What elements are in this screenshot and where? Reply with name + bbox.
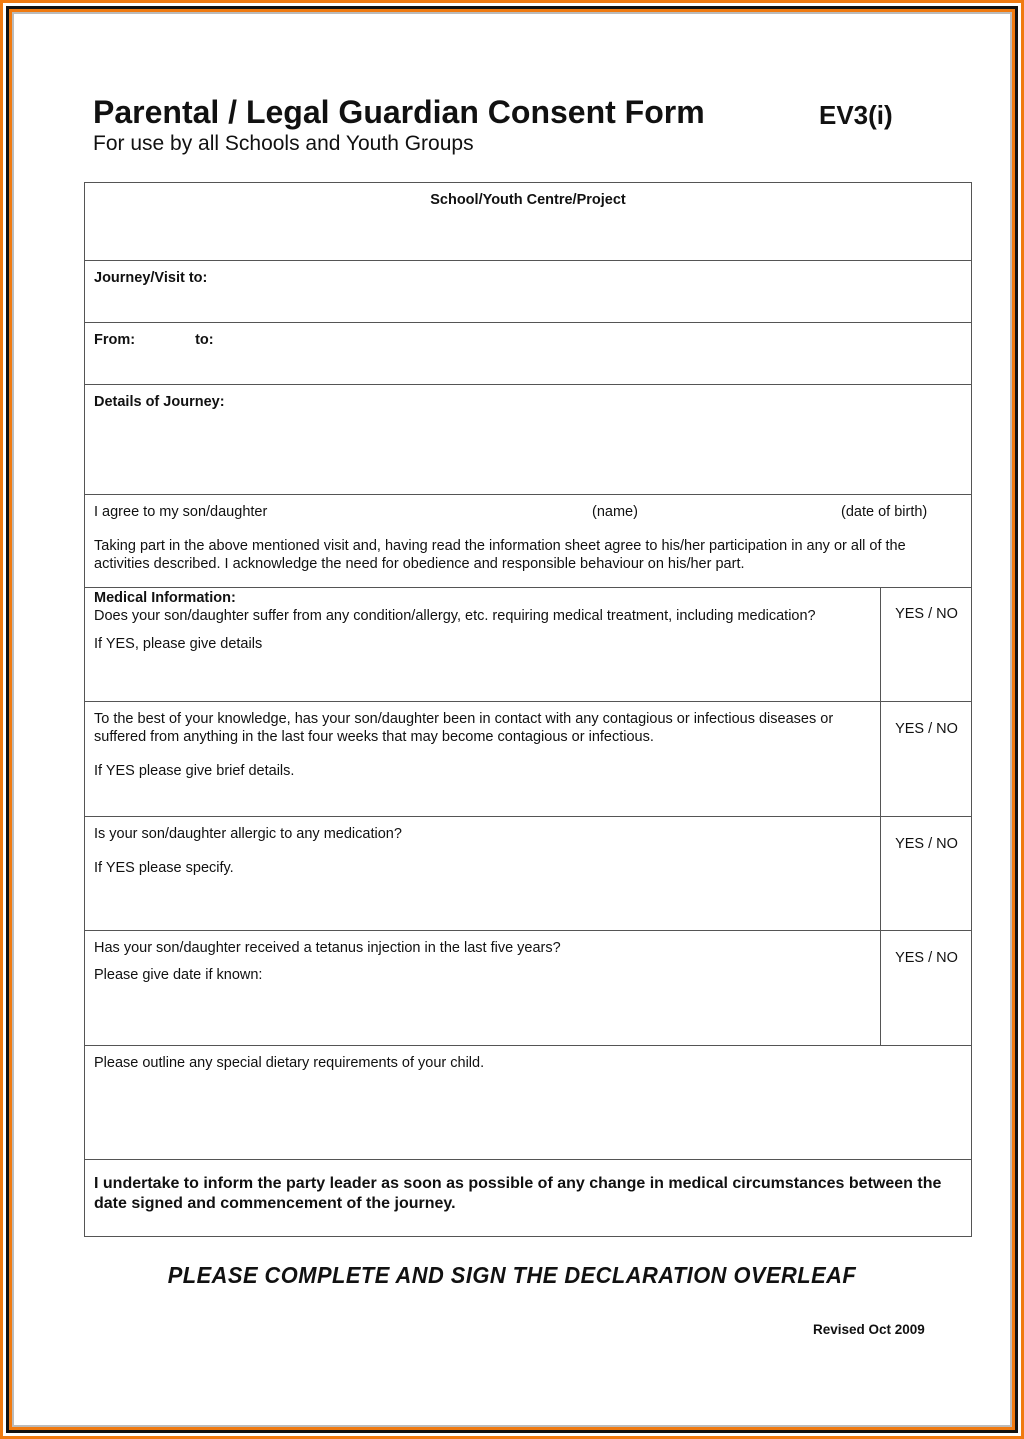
yes-no-option[interactable]: YES / NO	[880, 702, 972, 816]
yes-no-option[interactable]: YES / NO	[880, 931, 972, 1045]
journey-field[interactable]: Journey/Visit to:	[84, 261, 972, 323]
form-subtitle: For use by all Schools and Youth Groups	[93, 132, 474, 155]
dietary-field[interactable]: Please outline any special dietary requirements of your child.	[84, 1046, 972, 1160]
school-field[interactable]: School/Youth Centre/Project	[84, 182, 972, 261]
medical-q1[interactable]: Medical Information: Does your son/daughter suffer from any condition/allergy, etc. requiring medical treatment, including medication? If YES, please give details YES / NO	[84, 588, 972, 702]
form-code: EV3(i)	[819, 100, 893, 130]
medical-q4[interactable]: Has your son/daughter received a tetanus injection in the last five years? Please give date if known: YES / NO	[84, 931, 972, 1046]
form-title: Parental / Legal Guardian Consent Form	[93, 94, 705, 130]
overleaf-notice: PLEASE COMPLETE AND SIGN THE DECLARATION OVERLEAF	[167, 1262, 857, 1288]
details-field[interactable]: Details of Journey:	[84, 385, 972, 495]
revision-date: Revised Oct 2009	[813, 1322, 925, 1337]
undertaking-statement: I undertake to inform the party leader as soon as possible of any change in medical circumstances between the date signed and commencement of the journey.	[84, 1160, 972, 1237]
medical-q2[interactable]: To the best of your knowledge, has your son/daughter been in contact with any contagious or infectious diseases or suffered from anything in the last four weeks that may become contagious or infectious. If YES please give brief details. YES / NO	[84, 702, 972, 817]
yes-no-option[interactable]: YES / NO	[880, 817, 972, 930]
dates-field[interactable]: From: to:	[84, 323, 972, 385]
yes-no-option[interactable]: YES / NO	[880, 588, 972, 701]
agreement-section: I agree to my son/daughter (name) (date of birth) Taking part in the above mentioned visit and, having read the information sheet agree to his/her participation in any or all of the activities described. I acknowledge the need for obedience and responsible behaviour on his/her part.	[84, 495, 972, 588]
medical-q3[interactable]: Is your son/daughter allergic to any medication? If YES please specify. YES / NO	[84, 817, 972, 931]
